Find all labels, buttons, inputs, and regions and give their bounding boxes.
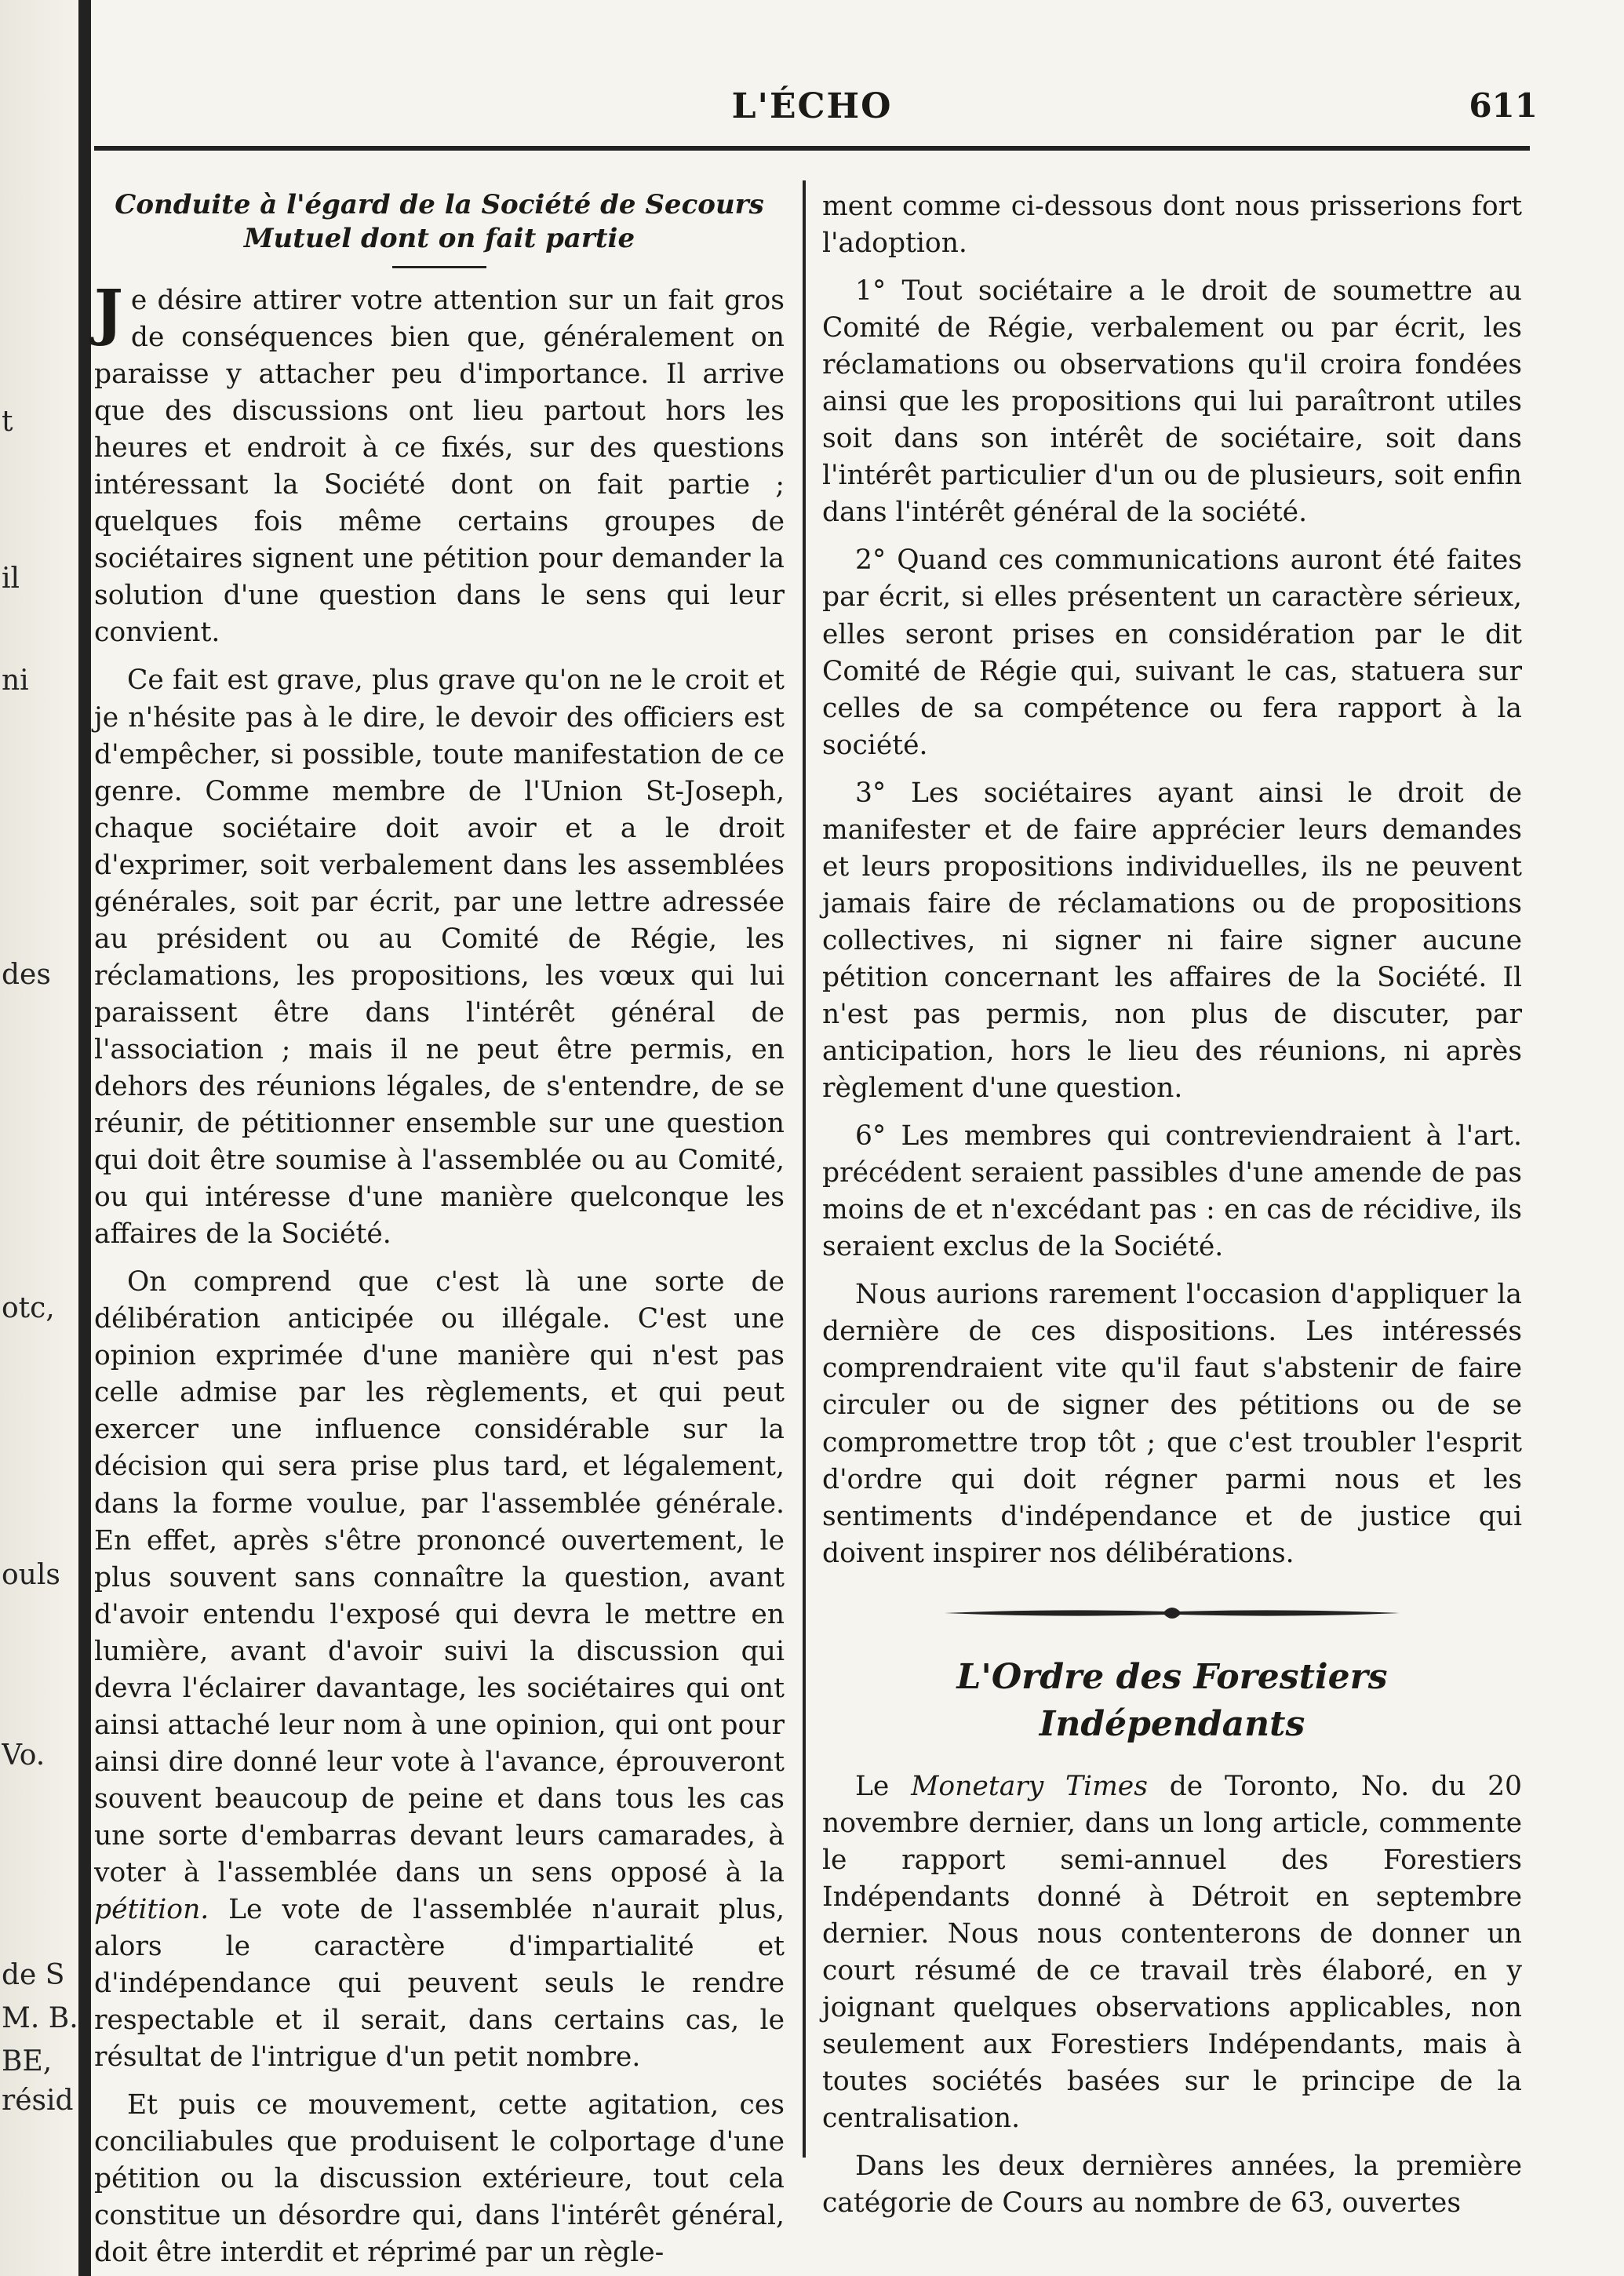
paragraph [822, 1768, 1522, 2137]
paragraph: Nous aurions rarement l'occasion d'appliquer la dernière de ces dispositions. Les intéressés comprendraient vite qu'il faut s'abstenir de faire circuler ou de signer des pétitions ou de se compromettre trop tôt ; que c'est troubler l'esprit d'ordre qui doit régner parmi nous et les sentiments d'indépendance et de justice qui doivent inspirer nos délibérations. [822, 1279, 1522, 1569]
column-divider [803, 180, 806, 2158]
paragraph: Et puis ce mouvement, cette agitation, ces conciliabules que produisent le colportage d'une pétition ou la discussion extérieure, tout cela constitue un désordre qui, dans l'intérêt général, doit être interdit et réprimé par un règle- [94, 2089, 785, 2269]
rule-item: 6° Les membres qui contreviendraient à l'art. précédent seraient passibles d'une amende de pas moins de et n'excédant pas : en cas de récidive, ils seraient exclus de la Société. [822, 1120, 1522, 1263]
right-column [822, 188, 1522, 2222]
margin-fragment: des [2, 961, 51, 989]
margin-fragment: résid [2, 2087, 74, 2115]
margin-fragment: ouls [2, 1561, 60, 1590]
header-rule [94, 146, 1530, 151]
page-number: 611 [1469, 86, 1538, 125]
paragraph-text: Le vote de l'assemblée n'aurait plus, alors le caractère d'impartialité et d'indépendance qui peuvent seuls le rendre respectable et il serait, dans certains cas, le résultat de l'intrigue d'un petit nombre. [94, 1894, 785, 2074]
section-title: L'Ordre des Forestiers Indépendants [956, 1656, 1388, 1744]
left-margin-bleed [0, 0, 94, 2276]
rule-item: 1° Tout sociétaire a le droit de soumettre au Comité de Régie, verbalement ou par écrit, les réclamations ou observations qu'il croira fondées ainsi que les propositions qui lui paraîtront utiles soit dans son intérêt de sociétaire, soit dans l'intérêt particulier d'un ou de plusieurs, soit enfin dans l'intérêt général de la société. [822, 275, 1522, 529]
section-title: Conduite à l'égard de la Société de Secours Mutuel dont on fait partie [115, 189, 764, 254]
paragraph: ment comme ci-dessous dont nous prisserions fort l'adoption. [822, 191, 1522, 260]
paragraph [94, 277, 785, 651]
page-header [94, 86, 1538, 133]
margin-fragment: il [2, 565, 20, 593]
paragraph-text: Le [855, 1770, 912, 1802]
paragraph-text: de Toronto, No. du 20 novembre dernier, dans un long article, commente le rapport semi-annuel des Forestiers Indépendants donné à Détroit en septembre dernier. Nous nous contenterons de donner un court résumé de ce travail très élaboré, en y joignant quelques observations applicables, non seulement aux Forestiers Indépendants, mais à toutes sociétés basées sur le principe de la centralisation. [822, 1770, 1523, 2135]
rule-item: 3° Les sociétaires ayant ainsi le droit de manifester et de faire apprécier leurs demandes et leurs propositions individuelles, ils ne peuvent jamais faire de réclamations ou de propositions collectives, ni signer ni faire signer aucune pétition concernant les affaires de la Société. Il n'est pas permis, non plus de discuter, par anticipation, hors le lieu des réunions, ni après règlement d'une question. [822, 777, 1522, 1105]
margin-fragment: BE, [2, 2048, 53, 2076]
page-edge-shadow [78, 0, 91, 2276]
paragraph: Dans les deux dernières années, la première catégorie de Cours au nombre de 63, ouvertes [822, 2150, 1522, 2220]
title-rule [392, 266, 486, 268]
margin-fragment: M. B. [2, 2005, 78, 2033]
drop-cap: J [94, 277, 123, 348]
paragraph-text: e désire attirer votre attention sur un fait gros de conséquences bien que, généralement on paraisse y attacher peu d'importance. Il arrive que des discussions ont lieu partout hors les heures et endroit à ce fixés, sur des questions intéressant la Société dont on fait partie ; quelques fois même certains groupes de sociétaires signent une pétition pour demander la solution d'une question dans le sens qui leur convient. [94, 285, 785, 649]
paragraph: Ce fait est grave, plus grave qu'on ne le croit et je n'hésite pas à le dire, le devoir des officiers est d'empêcher, si possible, toute manifestation de ce genre. Comme membre de l'Union St-Joseph, chaque sociétaire doit avoir et a le droit d'exprimer, soit verbalement dans les assemblées générales, soit par écrit, par une lettre adressée au président ou au Comité de Régie, les réclamations, les propositions, les vœux qui lui paraissent être dans l'intérêt général de l'association ; mais il ne peut être permis, en dehors des réunions légales, de s'entendre, de se réunir, de pétitionner ensemble sur une question qui doit être soumise à l'assemblée ou au Comité, ou qui intéresse d'une manière quelconque les affaires de la Société. [94, 665, 785, 1251]
running-title: L'ÉCHO [731, 86, 893, 126]
paragraph-text: On comprend que c'est là une sorte de délibération anticipée ou illégale. C'est une opinion exprimée d'une manière qui n'est pas celle admise par les règlements, et qui peut exercer une influence considérable sur la décision qui sera prise plus tard, et légalement, dans la forme voulue, par l'assemblée générale. En effet, après s'être prononcé ouvertement, le plus souvent sans connaître la question, avant d'avoir entendu l'exposé qui devra le mettre en lumière, avant d'avoir suivi la discussion qui devra l'éclairer davantage, les sociétaires qui ont ainsi attaché leur nom à une opinion, qui ont pour ainsi dire donné leur vote à l'avance, éprouveront souvent beaucoup de peine et dans tous les cas une sorte d'embarras devant leurs camarades, à voter à l'assemblée dans un sens opposé à la [94, 1266, 785, 1888]
margin-fragment: otc, [2, 1295, 55, 1323]
margin-fragment: ni [2, 667, 29, 695]
left-column [94, 188, 785, 2271]
rule-item: 2° Quand ces communications auront été faites par écrit, si elles présentent un caractère sérieux, elles seront prises en considération par le dit Comité de Régie qui, suivant le cas, statuera sur celles de sa compétence ou fera rapport à la société. [822, 544, 1522, 761]
publication-name: Monetary Times [911, 1770, 1148, 1802]
paragraph [94, 1264, 785, 2076]
margin-fragment: Vo. [2, 1742, 46, 1770]
margin-fragment: t [2, 408, 13, 436]
margin-fragment: de S [2, 1961, 65, 1990]
ornamental-divider [945, 1604, 1400, 1622]
italic-word: pétition. [94, 1894, 209, 1926]
